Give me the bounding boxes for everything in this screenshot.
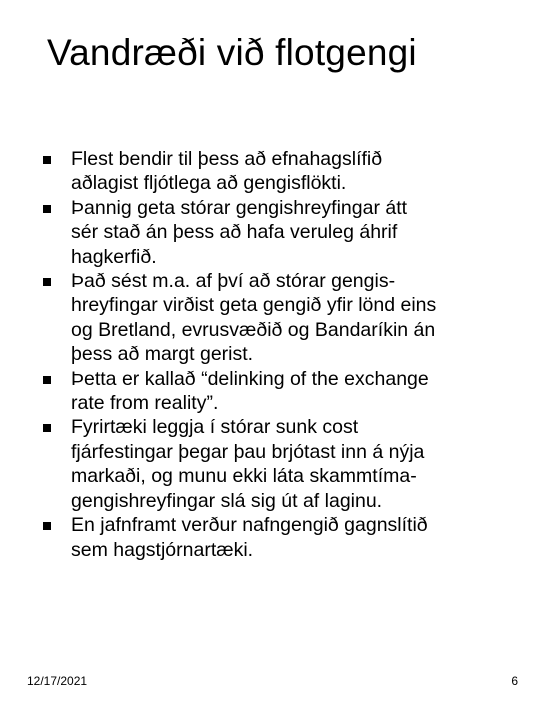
bullet-text-line: Þetta er kallað “delinking of the exchange: [71, 367, 429, 390]
bullet-text-line: Flest bendir til þess að efnahagslífið: [71, 148, 383, 170]
bullet-text-line: rate from reality”.: [71, 392, 219, 415]
bullet-item: [0, 513, 531, 562]
bullet-text-line: Fyrirtæki leggja í stórar sunk cost: [71, 416, 359, 439]
bullet-text-line: aðlagist fljótlega að gengisflökti.: [71, 172, 347, 195]
bullet-item: [0, 415, 531, 513]
bullet-item: [0, 367, 531, 416]
bullet-text-line: gengishreyfingar slá sig út af laginu.: [71, 489, 383, 512]
bullet-text-line: sér stað án þess að hafa veruleg áhrif: [71, 221, 398, 244]
bullet-text-line: En jafnframt verður nafngengið gagnslítið: [71, 514, 428, 537]
square-bullet-icon: [43, 278, 51, 286]
bullet-text-line: Það sést m.a. af því að stórar gengis-: [71, 270, 396, 293]
bullet-item: [0, 196, 531, 269]
bullet-text-line: þess að margt gerist.: [71, 343, 254, 366]
bullet-text-line: hagkerfið.: [71, 245, 157, 268]
square-bullet-icon: [43, 522, 51, 530]
bullet-text-line: fjárfestingar þegar þau brjótast inn á nýja: [71, 440, 425, 463]
footer-date: 12/17/2021: [27, 674, 88, 688]
square-bullet-icon: [43, 376, 51, 384]
square-bullet-icon: [43, 205, 51, 213]
bullet-text-line: hreyfingar virðist geta gengið yfir lönd eins: [71, 294, 437, 317]
square-bullet-icon: [43, 424, 51, 432]
bullet-item: [0, 269, 531, 367]
bullet-text-line: Þannig geta stórar gengishreyfingar átt: [71, 196, 408, 219]
bullet-item: [0, 147, 531, 196]
slide-title: Vandræði við flotgengi: [47, 32, 417, 73]
bullet-text-line: sem hagstjórnartæki.: [71, 538, 254, 561]
bullet-list: [0, 147, 531, 562]
bullet-text-line: markaði, og munu ekki láta skammtíma-: [71, 465, 417, 488]
page-number: 6: [511, 674, 518, 688]
bullet-text-line: og Bretland, evrusvæðið og Bandaríkin án: [71, 318, 436, 341]
square-bullet-icon: [43, 156, 51, 164]
